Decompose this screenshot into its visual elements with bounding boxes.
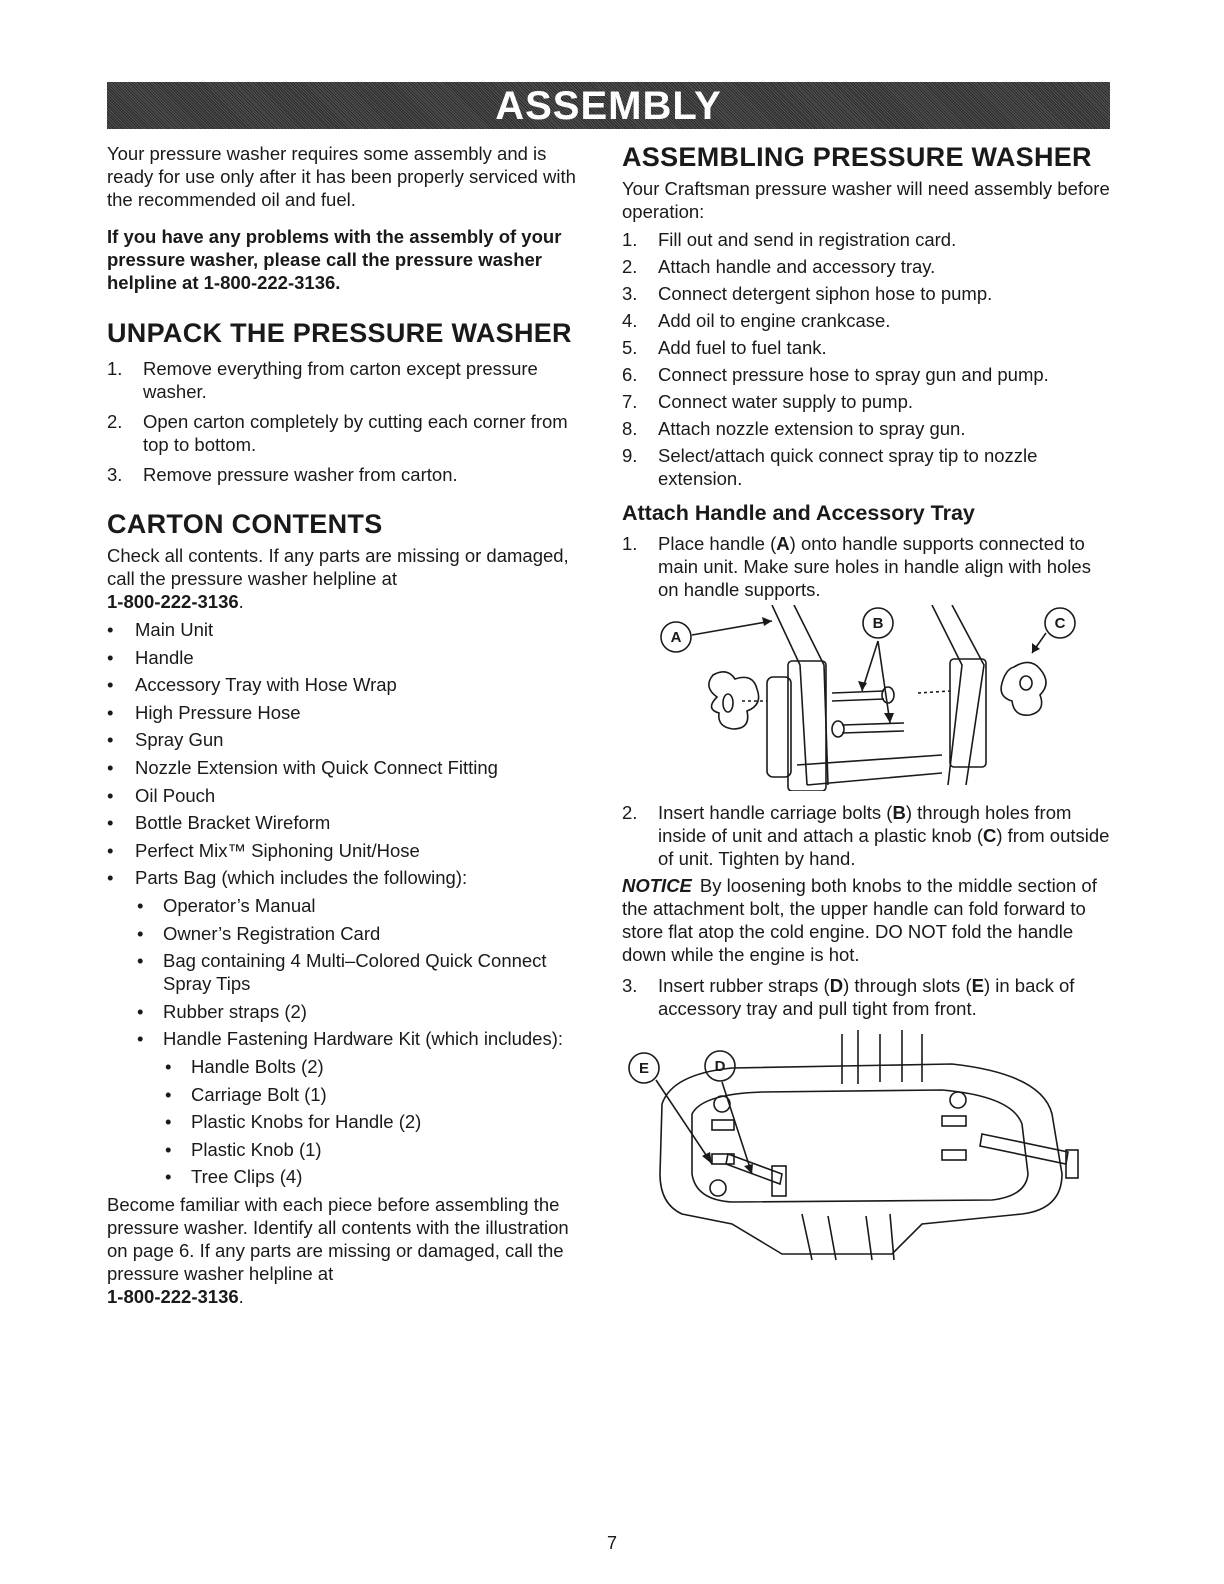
- bolt-shaft: [832, 691, 884, 701]
- list-item: 4. Add oil to engine crankcase.: [622, 310, 891, 331]
- crossbar: [797, 755, 942, 785]
- bolt-head: [832, 721, 844, 737]
- list-item: • Oil Pouch: [107, 784, 592, 807]
- tray-outline: [660, 1064, 1062, 1254]
- handle-tube-line: [772, 605, 807, 785]
- list-item: 2. Insert handle carriage bolts (B) through holes from inside of unit and attach a plastic knob (C) from outside of unit. Tighten by hand.: [622, 802, 1110, 869]
- list-item: • Nozzle Extension with Quick Connect Fitting: [107, 756, 592, 779]
- mount-hole: [950, 1092, 966, 1108]
- knob-left: [709, 672, 759, 729]
- list-item: • Perfect Mix™ Siphoning Unit/Hose: [107, 839, 592, 862]
- notice-paragraph: NOTICE By loosening both knobs to the middle section of the attachment bolt, the upper handle can fold forward to store flat atop the cold engine. DO NOT fold the handle down while the engine is hot.: [622, 875, 1097, 965]
- list-item: • Bottle Bracket Wireform: [107, 811, 592, 834]
- list-item: 5. Add fuel to fuel tank.: [622, 337, 827, 358]
- strap-slot: [942, 1150, 966, 1160]
- list-item: 3. Remove pressure washer from carton.: [107, 464, 458, 485]
- strap-slot: [942, 1116, 966, 1126]
- list-item: 8. Attach nozzle extension to spray gun.: [622, 418, 966, 439]
- assembly-steps: [622, 228, 1112, 490]
- banner-title: ASSEMBLY: [495, 83, 722, 128]
- left-column: [107, 142, 592, 1308]
- list-item: 1. Place handle (A) onto handle supports connected to main unit. Make sure holes in handle align with holes on handle supports.: [622, 533, 1091, 600]
- arrowhead: [702, 1152, 712, 1164]
- assembling-intro: Your Craftsman pressure washer will need assembly before operation:: [622, 178, 1110, 222]
- list-item: 2. Open carton completely by cutting each corner from top to bottom.: [107, 411, 568, 455]
- list-item: • Rubber straps (2): [107, 1000, 592, 1023]
- arrow-a: [692, 621, 772, 635]
- unpack-steps: [107, 357, 592, 486]
- bolt-shaft: [842, 723, 904, 733]
- attach-handle-heading: Attach Handle and Accessory Tray: [622, 501, 975, 525]
- list-item: • Owner’s Registration Card: [107, 922, 592, 945]
- callout-b-label: B: [872, 615, 884, 632]
- helpline-paragraph: If you have any problems with the assembly of your pressure washer, please call the pressure washer helpline at 1-800-222-3136.: [107, 226, 562, 293]
- tray-legs: [802, 1214, 894, 1260]
- section-banner: [107, 82, 1110, 129]
- list-item: • Operator’s Manual: [107, 894, 592, 917]
- callout-a-label: A: [670, 629, 682, 646]
- arrowhead: [858, 681, 867, 691]
- assembling-heading: ASSEMBLING PRESSURE WASHER: [622, 142, 1092, 172]
- carton-intro: Check all contents. If any parts are missing or damaged, call the pressure washer helpline at 1-800-222-3136.: [107, 545, 569, 612]
- list-item: 2. Attach handle and accessory tray.: [622, 256, 936, 277]
- hardware-kit-list: [107, 1055, 592, 1188]
- list-item: • Parts Bag (which includes the following):: [107, 866, 592, 889]
- arrow-e: [656, 1080, 712, 1164]
- intro-paragraph: Your pressure washer requires some assembly and is ready for use only after it has been properly serviced with the recommended oil and fuel.: [107, 143, 576, 210]
- callout-c-label: C: [1054, 615, 1066, 632]
- list-item: • Bag containing 4 Multi–Colored Quick Connect Spray Tips: [107, 949, 592, 995]
- handle-support: [950, 659, 986, 767]
- parts-bag-list: [107, 894, 592, 1050]
- mount-hole: [710, 1180, 726, 1196]
- list-item: • Main Unit: [107, 618, 592, 641]
- attach-step-1: [622, 532, 1112, 601]
- helpline-number: 1-800-222-3136: [107, 1285, 239, 1307]
- list-item: 9. Select/attach quick connect spray tip to nozzle extension.: [622, 445, 1038, 489]
- knob-right-hub: [1020, 676, 1032, 690]
- list-item: • Handle Bolts (2): [107, 1055, 592, 1078]
- handle-tube-line: [952, 605, 984, 785]
- attach-step-2: [622, 801, 1112, 870]
- unpack-heading: UNPACK THE PRESSURE WASHER: [107, 318, 572, 348]
- notice-label: NOTICE: [622, 875, 692, 896]
- attach-step-3: [622, 974, 1112, 1020]
- arrow-b: [862, 641, 890, 723]
- carton-heading: CARTON CONTENTS: [107, 509, 383, 539]
- list-item: • Accessory Tray with Hose Wrap: [107, 673, 592, 696]
- callout-e-label: E: [638, 1060, 650, 1077]
- list-item: • Carriage Bolt (1): [107, 1083, 592, 1106]
- handle-tube-line: [794, 605, 828, 785]
- list-item: 1. Remove everything from carton except pressure washer.: [107, 358, 538, 402]
- list-item: • High Pressure Hose: [107, 701, 592, 724]
- list-item: • Handle: [107, 646, 592, 669]
- list-item: 3. Insert rubber straps (D) through slots (E) in back of accessory tray and pull tight from front.: [622, 975, 1075, 1019]
- list-item: • Spray Gun: [107, 728, 592, 751]
- list-item: 6. Connect pressure hose to spray gun and pump.: [622, 364, 1049, 385]
- accessory-tray-figure: [622, 1024, 1102, 1264]
- list-item: • Handle Fastening Hardware Kit (which includes):: [107, 1027, 592, 1050]
- list-item: 3. Connect detergent siphon hose to pump.: [622, 283, 993, 304]
- bolt-head: [882, 687, 894, 703]
- list-item: • Tree Clips (4): [107, 1165, 592, 1188]
- list-item: 1. Fill out and send in registration card.: [622, 229, 957, 250]
- helpline-number: 1-800-222-3136: [107, 591, 239, 612]
- list-item: • Plastic Knobs for Handle (2): [107, 1110, 592, 1133]
- contents-list: [107, 618, 592, 889]
- handle-assembly-figure: [622, 605, 1102, 791]
- handle-tube-line: [932, 605, 962, 785]
- right-column: [622, 142, 1112, 1264]
- arrowhead: [762, 617, 772, 626]
- outro-paragraph: Become familiar with each piece before assembling the pressure washer. Identify all contents with the illustration on page 6. If any parts are missing or damaged, call the pressure washer helpline at 1-800-222-3136.: [107, 1193, 569, 1307]
- page-number: 7: [606, 1533, 617, 1553]
- list-item: • Plastic Knob (1): [107, 1138, 592, 1161]
- callout-d-label: D: [714, 1058, 726, 1075]
- hook-prongs: [842, 1030, 922, 1084]
- strap-slot: [712, 1120, 734, 1130]
- list-item: 7. Connect water supply to pump.: [622, 391, 914, 412]
- knob-left-hub: [723, 694, 733, 712]
